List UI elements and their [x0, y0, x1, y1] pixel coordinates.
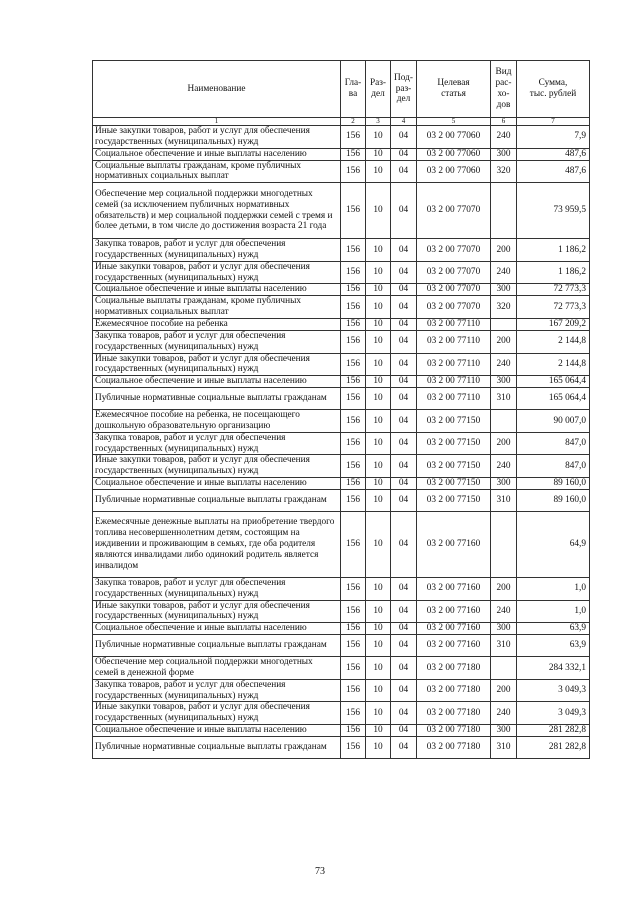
row-podrazdel-cell: 04 [391, 679, 417, 702]
row-podrazdel-cell: 04 [391, 600, 417, 623]
row-glava-cell: 156 [341, 388, 366, 410]
header-name: Наименование [93, 61, 341, 118]
row-podrazdel-cell: 04 [391, 261, 417, 284]
row-vid-cell [491, 183, 517, 239]
table-row [93, 736, 590, 758]
row-summa-cell: 487,6 [517, 160, 590, 183]
row-vid-cell: 240 [491, 600, 517, 623]
row-vid-cell [491, 657, 517, 680]
row-podrazdel-cell: 04 [391, 353, 417, 376]
row-razdel-cell: 10 [366, 126, 391, 149]
budget-table [92, 60, 590, 759]
row-podrazdel-cell: 04 [391, 736, 417, 758]
row-summa-cell: 3 049,3 [517, 679, 590, 702]
row-glava-cell: 156 [341, 477, 366, 489]
row-celevaya-cell: 03 2 00 77160 [417, 623, 491, 635]
row-vid-cell: 320 [491, 296, 517, 319]
row-glava-cell: 156 [341, 432, 366, 455]
header-summa: Сумма, тыс. рублей [517, 61, 590, 118]
table-row [93, 376, 590, 388]
row-podrazdel-cell: 04 [391, 376, 417, 388]
row-name-cell: Публичные нормативные социальные выплаты гражданам [93, 489, 341, 511]
row-razdel-cell: 10 [366, 376, 391, 388]
row-name-cell: Иные закупки товаров, работ и услуг для обеспечения государственных (муниципальных) нужд [93, 126, 341, 149]
row-razdel-cell: 10 [366, 635, 391, 657]
row-glava-cell: 156 [341, 160, 366, 183]
row-glava-cell: 156 [341, 489, 366, 511]
table-row [93, 724, 590, 736]
row-vid-cell: 200 [491, 577, 517, 600]
row-vid-cell: 310 [491, 736, 517, 758]
row-name-cell: Публичные нормативные социальные выплаты гражданам [93, 388, 341, 410]
row-razdel-cell: 10 [366, 577, 391, 600]
table-row [93, 600, 590, 623]
row-vid-cell: 240 [491, 126, 517, 149]
row-name-cell: Социальное обеспечение и иные выплаты населению [93, 284, 341, 296]
row-vid-cell: 240 [491, 702, 517, 725]
row-podrazdel-cell: 04 [391, 239, 417, 262]
row-vid-cell: 240 [491, 353, 517, 376]
row-summa-cell: 7,9 [517, 126, 590, 149]
row-glava-cell: 156 [341, 635, 366, 657]
row-podrazdel-cell: 04 [391, 284, 417, 296]
row-glava-cell: 156 [341, 577, 366, 600]
row-celevaya-cell: 03 2 00 77060 [417, 160, 491, 183]
row-summa-cell: 847,0 [517, 432, 590, 455]
column-number: 4 [391, 118, 417, 126]
table-row [93, 239, 590, 262]
row-razdel-cell: 10 [366, 477, 391, 489]
table-row [93, 353, 590, 376]
row-celevaya-cell: 03 2 00 77070 [417, 261, 491, 284]
row-summa-cell: 167 209,2 [517, 318, 590, 330]
row-podrazdel-cell: 04 [391, 388, 417, 410]
table-row [93, 455, 590, 478]
row-name-cell: Социальные выплаты гражданам, кроме публичных нормативных социальных выплат [93, 160, 341, 183]
row-name-cell: Иные закупки товаров, работ и услуг для обеспечения государственных (муниципальных) нужд [93, 702, 341, 725]
row-celevaya-cell: 03 2 00 77070 [417, 284, 491, 296]
row-glava-cell: 156 [341, 410, 366, 433]
row-summa-cell: 2 144,8 [517, 353, 590, 376]
row-name-cell: Социальные выплаты гражданам, кроме публичных нормативных социальных выплат [93, 296, 341, 319]
row-celevaya-cell: 03 2 00 77150 [417, 477, 491, 489]
table-row [93, 635, 590, 657]
table-row [93, 126, 590, 149]
row-razdel-cell: 10 [366, 388, 391, 410]
row-razdel-cell: 10 [366, 600, 391, 623]
column-number: 6 [491, 118, 517, 126]
table-row [93, 477, 590, 489]
row-summa-cell: 284 332,1 [517, 657, 590, 680]
row-summa-cell: 73 959,5 [517, 183, 590, 239]
row-summa-cell: 1 186,2 [517, 239, 590, 262]
row-podrazdel-cell: 04 [391, 410, 417, 433]
row-razdel-cell: 10 [366, 261, 391, 284]
header-glava: Гла- ва [341, 61, 366, 118]
row-glava-cell: 156 [341, 376, 366, 388]
row-name-cell: Иные закупки товаров, работ и услуг для обеспечения государственных (муниципальных) нужд [93, 353, 341, 376]
row-vid-cell: 200 [491, 239, 517, 262]
page-number: 73 [315, 866, 325, 877]
row-name-cell: Ежемесячное пособие на ребенка, не посещающего дошкольную образовательную организацию [93, 410, 341, 433]
row-celevaya-cell: 03 2 00 77160 [417, 577, 491, 600]
row-glava-cell: 156 [341, 702, 366, 725]
row-vid-cell: 200 [491, 330, 517, 353]
row-celevaya-cell: 03 2 00 77160 [417, 600, 491, 623]
table-row [93, 296, 590, 319]
table-row [93, 410, 590, 433]
row-glava-cell: 156 [341, 623, 366, 635]
row-podrazdel-cell: 04 [391, 702, 417, 725]
row-podrazdel-cell: 04 [391, 489, 417, 511]
row-name-cell: Социальное обеспечение и иные выплаты населению [93, 376, 341, 388]
row-summa-cell: 90 007,0 [517, 410, 590, 433]
row-razdel-cell: 10 [366, 160, 391, 183]
row-vid-cell: 310 [491, 635, 517, 657]
header-vid-rashodov: Вид рас- хо- дов [491, 61, 517, 118]
row-podrazdel-cell: 04 [391, 635, 417, 657]
row-vid-cell: 300 [491, 376, 517, 388]
row-razdel-cell: 10 [366, 623, 391, 635]
row-glava-cell: 156 [341, 261, 366, 284]
row-summa-cell: 1,0 [517, 600, 590, 623]
table-body [93, 126, 590, 759]
row-celevaya-cell: 03 2 00 77110 [417, 376, 491, 388]
row-glava-cell: 156 [341, 679, 366, 702]
table-row [93, 183, 590, 239]
row-celevaya-cell: 03 2 00 77110 [417, 330, 491, 353]
row-celevaya-cell: 03 2 00 77070 [417, 296, 491, 319]
row-name-cell: Обеспечение мер социальной поддержки многодетных семей (за исключением публичных нормативных обязательств) и мер социальной поддержки семей с тремя и более детьми, в том числе до достижения возраста 21 года [93, 183, 341, 239]
row-razdel-cell: 10 [366, 702, 391, 725]
row-name-cell: Социальное обеспечение и иные выплаты населению [93, 148, 341, 160]
header-celevaya-statya: Целевая статья [417, 61, 491, 118]
row-glava-cell: 156 [341, 511, 366, 577]
row-celevaya-cell: 03 2 00 77110 [417, 353, 491, 376]
table-row [93, 330, 590, 353]
row-vid-cell: 240 [491, 261, 517, 284]
row-razdel-cell: 10 [366, 432, 391, 455]
row-glava-cell: 156 [341, 353, 366, 376]
row-razdel-cell: 10 [366, 489, 391, 511]
row-summa-cell: 487,6 [517, 148, 590, 160]
row-name-cell: Социальное обеспечение и иные выплаты населению [93, 724, 341, 736]
row-name-cell: Социальное обеспечение и иные выплаты населению [93, 623, 341, 635]
row-celevaya-cell: 03 2 00 77150 [417, 410, 491, 433]
column-numbers-row [93, 118, 590, 126]
row-podrazdel-cell: 04 [391, 511, 417, 577]
row-podrazdel-cell: 04 [391, 455, 417, 478]
row-summa-cell: 63,9 [517, 635, 590, 657]
row-celevaya-cell: 03 2 00 77060 [417, 126, 491, 149]
row-celevaya-cell: 03 2 00 77150 [417, 489, 491, 511]
row-podrazdel-cell: 04 [391, 724, 417, 736]
column-number: 2 [341, 118, 366, 126]
row-summa-cell: 89 160,0 [517, 477, 590, 489]
row-vid-cell: 310 [491, 489, 517, 511]
row-glava-cell: 156 [341, 736, 366, 758]
row-name-cell: Закупка товаров, работ и услуг для обеспечения государственных (муниципальных) нужд [93, 239, 341, 262]
column-number: 5 [417, 118, 491, 126]
row-celevaya-cell: 03 2 00 77070 [417, 239, 491, 262]
row-vid-cell: 200 [491, 679, 517, 702]
row-celevaya-cell: 03 2 00 77180 [417, 724, 491, 736]
row-name-cell: Иные закупки товаров, работ и услуг для обеспечения государственных (муниципальных) нужд [93, 455, 341, 478]
table-row [93, 623, 590, 635]
row-podrazdel-cell: 04 [391, 477, 417, 489]
table-row [93, 577, 590, 600]
row-celevaya-cell: 03 2 00 77150 [417, 455, 491, 478]
row-razdel-cell: 10 [366, 410, 391, 433]
table-row [93, 511, 590, 577]
row-summa-cell: 64,9 [517, 511, 590, 577]
row-podrazdel-cell: 04 [391, 296, 417, 319]
row-podrazdel-cell: 04 [391, 432, 417, 455]
row-razdel-cell: 10 [366, 455, 391, 478]
row-name-cell: Публичные нормативные социальные выплаты гражданам [93, 635, 341, 657]
table-row [93, 432, 590, 455]
row-razdel-cell: 10 [366, 284, 391, 296]
row-summa-cell: 1,0 [517, 577, 590, 600]
row-celevaya-cell: 03 2 00 77070 [417, 183, 491, 239]
row-name-cell: Ежемесячное пособие на ребенка [93, 318, 341, 330]
row-name-cell: Иные закупки товаров, работ и услуг для обеспечения государственных (муниципальных) нужд [93, 261, 341, 284]
row-summa-cell: 165 064,4 [517, 388, 590, 410]
row-podrazdel-cell: 04 [391, 318, 417, 330]
row-celevaya-cell: 03 2 00 77110 [417, 318, 491, 330]
row-name-cell: Закупка товаров, работ и услуг для обеспечения государственных (муниципальных) нужд [93, 330, 341, 353]
row-podrazdel-cell: 04 [391, 160, 417, 183]
row-name-cell: Ежемесячные денежные выплаты на приобретение твердого топлива несовершеннолетним детям, состоящим на иждивении и проживающим в семьях, где оба родителя являются инвалидами либо одинокий родитель является инвалидом [93, 511, 341, 577]
row-podrazdel-cell: 04 [391, 657, 417, 680]
row-vid-cell [491, 511, 517, 577]
row-summa-cell: 2 144,8 [517, 330, 590, 353]
row-name-cell: Закупка товаров, работ и услуг для обеспечения государственных (муниципальных) нужд [93, 679, 341, 702]
row-glava-cell: 156 [341, 183, 366, 239]
row-vid-cell: 300 [491, 477, 517, 489]
row-razdel-cell: 10 [366, 657, 391, 680]
row-celevaya-cell: 03 2 00 77150 [417, 432, 491, 455]
header-razdel: Раз- дел [366, 61, 391, 118]
table-row [93, 261, 590, 284]
row-name-cell: Обеспечение мер социальной поддержки многодетных семей в денежной форме [93, 657, 341, 680]
row-glava-cell: 156 [341, 126, 366, 149]
row-name-cell: Публичные нормативные социальные выплаты гражданам [93, 736, 341, 758]
row-summa-cell: 847,0 [517, 455, 590, 478]
row-vid-cell: 200 [491, 432, 517, 455]
row-razdel-cell: 10 [366, 330, 391, 353]
table-row [93, 318, 590, 330]
table-row [93, 160, 590, 183]
row-vid-cell: 300 [491, 623, 517, 635]
row-razdel-cell: 10 [366, 679, 391, 702]
row-podrazdel-cell: 04 [391, 126, 417, 149]
row-razdel-cell: 10 [366, 183, 391, 239]
row-celevaya-cell: 03 2 00 77160 [417, 635, 491, 657]
row-name-cell: Иные закупки товаров, работ и услуг для обеспечения государственных (муниципальных) нужд [93, 600, 341, 623]
table-row [93, 489, 590, 511]
row-vid-cell [491, 410, 517, 433]
row-vid-cell: 300 [491, 724, 517, 736]
row-summa-cell: 3 049,3 [517, 702, 590, 725]
row-celevaya-cell: 03 2 00 77180 [417, 679, 491, 702]
row-celevaya-cell: 03 2 00 77110 [417, 388, 491, 410]
row-summa-cell: 89 160,0 [517, 489, 590, 511]
row-vid-cell: 310 [491, 388, 517, 410]
row-glava-cell: 156 [341, 455, 366, 478]
table-row [93, 702, 590, 725]
table-row [93, 148, 590, 160]
table-row [93, 388, 590, 410]
column-number: 3 [366, 118, 391, 126]
row-celevaya-cell: 03 2 00 77180 [417, 736, 491, 758]
row-glava-cell: 156 [341, 657, 366, 680]
row-summa-cell: 281 282,8 [517, 736, 590, 758]
row-razdel-cell: 10 [366, 318, 391, 330]
header-podrazdel: Под- раз- дел [391, 61, 417, 118]
row-vid-cell [491, 318, 517, 330]
row-podrazdel-cell: 04 [391, 577, 417, 600]
row-razdel-cell: 10 [366, 736, 391, 758]
row-razdel-cell: 10 [366, 148, 391, 160]
row-glava-cell: 156 [341, 284, 366, 296]
row-name-cell: Социальное обеспечение и иные выплаты населению [93, 477, 341, 489]
row-vid-cell: 300 [491, 148, 517, 160]
row-name-cell: Закупка товаров, работ и услуг для обеспечения государственных (муниципальных) нужд [93, 432, 341, 455]
row-summa-cell: 165 064,4 [517, 376, 590, 388]
row-razdel-cell: 10 [366, 511, 391, 577]
row-glava-cell: 156 [341, 148, 366, 160]
row-celevaya-cell: 03 2 00 77180 [417, 657, 491, 680]
table-header-row [93, 61, 590, 118]
row-vid-cell: 300 [491, 284, 517, 296]
row-vid-cell: 320 [491, 160, 517, 183]
row-glava-cell: 156 [341, 296, 366, 319]
row-summa-cell: 281 282,8 [517, 724, 590, 736]
table-row [93, 679, 590, 702]
row-summa-cell: 72 773,3 [517, 296, 590, 319]
row-podrazdel-cell: 04 [391, 148, 417, 160]
row-summa-cell: 63,9 [517, 623, 590, 635]
row-vid-cell: 240 [491, 455, 517, 478]
row-glava-cell: 156 [341, 600, 366, 623]
row-celevaya-cell: 03 2 00 77060 [417, 148, 491, 160]
row-razdel-cell: 10 [366, 724, 391, 736]
row-glava-cell: 156 [341, 330, 366, 353]
row-podrazdel-cell: 04 [391, 183, 417, 239]
row-razdel-cell: 10 [366, 296, 391, 319]
row-glava-cell: 156 [341, 724, 366, 736]
row-name-cell: Закупка товаров, работ и услуг для обеспечения государственных (муниципальных) нужд [93, 577, 341, 600]
row-podrazdel-cell: 04 [391, 623, 417, 635]
row-summa-cell: 1 186,2 [517, 261, 590, 284]
table-row [93, 657, 590, 680]
row-razdel-cell: 10 [366, 239, 391, 262]
row-glava-cell: 156 [341, 239, 366, 262]
row-podrazdel-cell: 04 [391, 330, 417, 353]
row-razdel-cell: 10 [366, 353, 391, 376]
row-celevaya-cell: 03 2 00 77160 [417, 511, 491, 577]
row-summa-cell: 72 773,3 [517, 284, 590, 296]
column-number: 1 [93, 118, 341, 126]
budget-table-sheet [92, 60, 589, 759]
row-celevaya-cell: 03 2 00 77180 [417, 702, 491, 725]
column-number: 7 [517, 118, 590, 126]
table-row [93, 284, 590, 296]
row-glava-cell: 156 [341, 318, 366, 330]
